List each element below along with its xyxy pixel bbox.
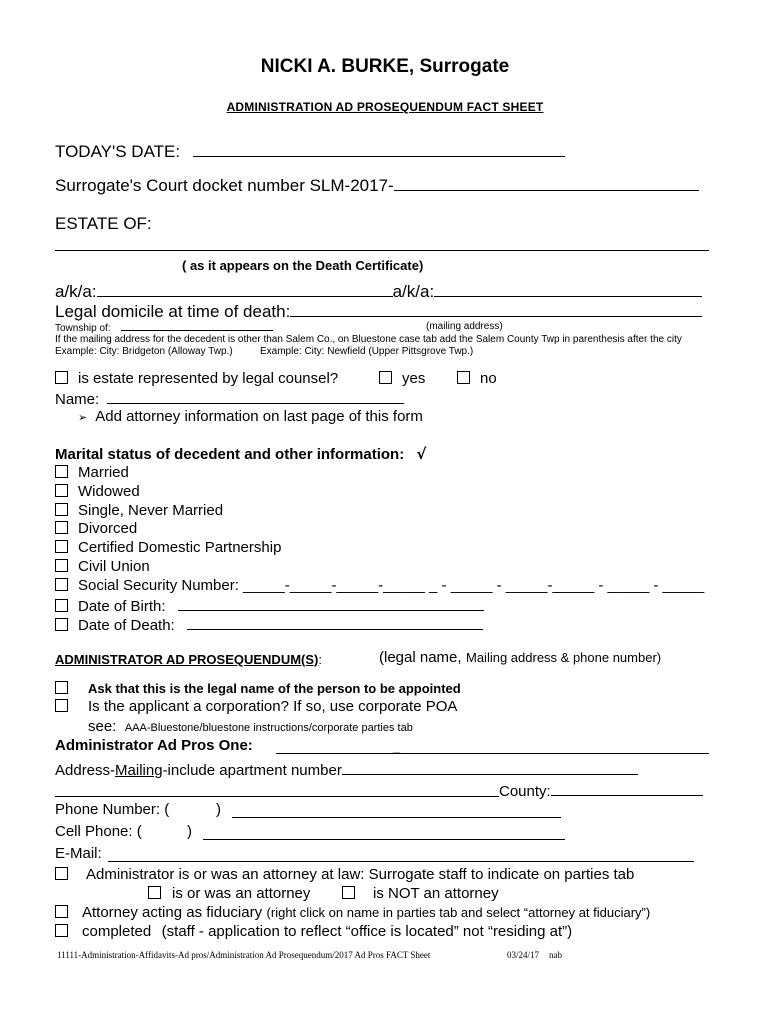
counsel-yes-label: yes — [402, 370, 426, 387]
dod-label: Date of Death: — [78, 617, 175, 634]
married-label: Married — [78, 464, 129, 481]
marital-option-widowed — [55, 483, 140, 500]
example-alloway: Example: City: Bridgeton (Alloway Twp.) — [55, 346, 233, 357]
widowed-label: Widowed — [78, 483, 140, 500]
counsel-yes-option — [379, 370, 425, 387]
counsel-name-label: Name: — [55, 391, 100, 408]
corporation-label: Is the applicant a corporation? If so, use corporate POA — [88, 698, 458, 715]
admin-legal-name-row — [379, 649, 661, 667]
fiduciary-note: (right click on name in parties tab and select “attorney at fiduciary”) — [266, 905, 651, 920]
township-row — [55, 321, 273, 334]
dob-row — [55, 596, 484, 615]
address-label-post: -include apartment number — [162, 762, 342, 779]
aka-label-1: a/k/a: — [55, 282, 97, 301]
is-attorney-label: is or was an attorney — [172, 885, 311, 902]
pros-one-row — [55, 737, 253, 754]
see-row — [88, 718, 413, 736]
dod-field[interactable] — [187, 615, 483, 630]
see-label: see: — [88, 718, 117, 735]
admin-heading-row — [55, 651, 322, 669]
see-note: AAA-Bluestone/bluestone instructions/corporate parties tab — [124, 722, 413, 734]
fiduciary-label: Attorney acting as fiduciary — [82, 904, 263, 921]
docket-row — [55, 172, 699, 196]
attorney-note: Add attorney information on last page of this form — [95, 408, 423, 425]
divorced-checkbox[interactable] — [55, 521, 68, 534]
admin-mailing-phone: Mailing address & phone number) — [466, 650, 662, 665]
divorced-label: Divorced — [78, 520, 138, 537]
fiduciary-checkbox[interactable] — [55, 905, 68, 918]
completed-label: completed — [82, 923, 152, 940]
domicile-field[interactable] — [290, 298, 702, 317]
docket-label: Surrogate's Court docket number SLM-2017- — [55, 176, 394, 195]
address-field[interactable] — [342, 760, 638, 775]
township-field[interactable] — [121, 321, 273, 331]
completed-row — [55, 923, 572, 941]
email-row — [55, 845, 102, 862]
marital-option-single — [55, 502, 223, 519]
domestic-partnership-checkbox[interactable] — [55, 540, 68, 553]
is-attorney-option — [148, 885, 310, 902]
counsel-no-label: no — [480, 370, 497, 387]
county-field[interactable] — [551, 781, 703, 796]
ssn-checkbox[interactable] — [55, 578, 68, 591]
is-attorney-checkbox[interactable] — [148, 886, 161, 899]
todays-date-row — [55, 138, 565, 162]
document-title: NICKI A. BURKE, Surrogate — [260, 56, 510, 77]
estate-of-label: ESTATE OF: — [55, 214, 152, 233]
civil-union-label: Civil Union — [78, 558, 150, 575]
aka-field-2[interactable] — [434, 278, 702, 297]
counsel-yes-checkbox[interactable] — [379, 371, 392, 384]
counsel-no-option — [457, 370, 497, 387]
address-label-pre: Address- — [55, 762, 116, 779]
domicile-row — [55, 298, 702, 322]
marital-heading: Marital status of decedent and other information — [55, 446, 400, 463]
todays-date-field[interactable] — [193, 138, 565, 157]
corporation-row — [55, 698, 457, 715]
counsel-question: is estate represented by legal counsel? — [78, 370, 339, 387]
domicile-label: Legal domicile at time of death: — [55, 302, 291, 321]
estate-name-field[interactable] — [55, 238, 709, 251]
fiduciary-row — [55, 904, 650, 922]
cell-phone-field[interactable] — [203, 825, 565, 840]
township-label: Township of: — [55, 323, 111, 334]
single-checkbox[interactable] — [55, 503, 68, 516]
aka-label-2: a/k/a: — [392, 282, 435, 301]
address-row — [55, 760, 638, 779]
pros-one-label: Administrator Ad Pros One: — [55, 737, 253, 754]
civil-union-checkbox[interactable] — [55, 559, 68, 572]
marital-heading-colon: : — [399, 446, 405, 463]
mailing-instruction-note: If the mailing address for the decedent is other than Salem Co., on Bluestone case tab add the Salem County Twp in parenthesis after the city — [55, 334, 682, 345]
docket-number-field[interactable] — [394, 172, 699, 191]
footer-initials: nab — [549, 950, 562, 960]
email-label: E-Mail: — [55, 845, 102, 862]
attorney-note-row — [78, 408, 423, 425]
dob-label: Date of Birth: — [78, 598, 166, 615]
dod-row — [55, 615, 483, 634]
phone-row — [55, 801, 169, 818]
ask-row — [55, 680, 461, 698]
counsel-name-field[interactable] — [107, 389, 404, 404]
pros-one-mark: _ — [393, 739, 401, 754]
attorney-law-row — [55, 866, 634, 883]
cell-row — [55, 823, 142, 840]
domestic-partnership-label: Certified Domestic Partnership — [78, 539, 282, 556]
phone-close-paren: ) — [216, 801, 221, 818]
county-label: County: — [499, 783, 551, 800]
corporation-checkbox[interactable] — [55, 699, 68, 712]
mailing-address-note: (mailing address) — [426, 321, 503, 332]
attorney-law-checkbox[interactable] — [55, 867, 68, 880]
married-checkbox[interactable] — [55, 465, 68, 478]
ssn-field[interactable]: Social Security Number: _____-_____-_____-_____ _ - _____ - _____-_____ - _____ - _____ — [78, 577, 705, 594]
phone-number-field[interactable] — [232, 803, 561, 818]
address-line-2-field[interactable] — [55, 782, 499, 797]
footer-path: 11111-Administration-Affidavits-Ad pros/Administration Ad Prosequendum/2017 Ad Pros FACT Sheet — [57, 950, 431, 960]
cell-label: Cell Phone: ( — [55, 823, 142, 840]
admin-heading-colon: : — [318, 652, 322, 667]
counsel-no-checkbox[interactable] — [457, 371, 470, 384]
cell-close-paren: ) — [187, 823, 192, 840]
counsel-row — [55, 370, 338, 387]
not-attorney-checkbox[interactable] — [342, 886, 355, 899]
attorney-law-label: Administrator is or was an attorney at law: Surrogate staff to indicate on parties tab — [86, 866, 635, 883]
ask-checkbox[interactable] — [55, 681, 68, 694]
phone-label: Phone Number: ( — [55, 801, 170, 818]
marital-option-domestic-partnership — [55, 539, 281, 556]
completed-checkbox[interactable] — [55, 924, 68, 937]
todays-date-label: TODAY'S DATE: — [55, 142, 181, 161]
email-field[interactable] — [108, 847, 694, 862]
marital-option-divorced — [55, 520, 137, 537]
not-attorney-option — [342, 885, 499, 902]
aka-field-1[interactable] — [97, 278, 393, 297]
dob-field[interactable] — [178, 596, 484, 611]
ask-label: Ask that this is the legal name of the person to be appointed — [88, 681, 461, 696]
document-subtitle: ADMINISTRATION AD PROSEQUENDUM FACT SHEET — [226, 100, 544, 114]
widowed-checkbox[interactable] — [55, 484, 68, 497]
admin-heading: ADMINISTRATOR AD PROSEQUENDUM(S) — [55, 652, 319, 667]
counsel-checkbox[interactable] — [55, 371, 68, 384]
dob-checkbox[interactable] — [55, 599, 68, 612]
death-certificate-note: ( as it appears on the Death Certificate) — [182, 258, 424, 273]
example-newfield: Example: City: Newfield (Upper Pittsgrove Twp.) — [260, 346, 474, 357]
pros-one-name-field[interactable] — [276, 741, 709, 754]
footer-date: 03/24/17 — [507, 950, 540, 960]
single-label: Single, Never Married — [78, 502, 224, 519]
marital-option-married — [55, 464, 129, 481]
not-attorney-label: is NOT an attorney — [373, 885, 499, 902]
arrow-bullet-icon: ➢ — [78, 411, 88, 424]
admin-legal-name: (legal name, — [379, 649, 462, 666]
ssn-row — [55, 577, 704, 594]
marital-heading-row — [55, 445, 426, 463]
dod-checkbox[interactable] — [55, 618, 68, 631]
completed-note: (staff - application to reflect “office is located” not “residing at”) — [161, 923, 573, 940]
county-row — [499, 781, 703, 800]
counsel-name-row — [55, 389, 404, 408]
marital-option-civil-union — [55, 558, 150, 575]
address-label-mailing: Mailing — [115, 762, 163, 779]
checkmark-icon: √ — [416, 445, 427, 463]
